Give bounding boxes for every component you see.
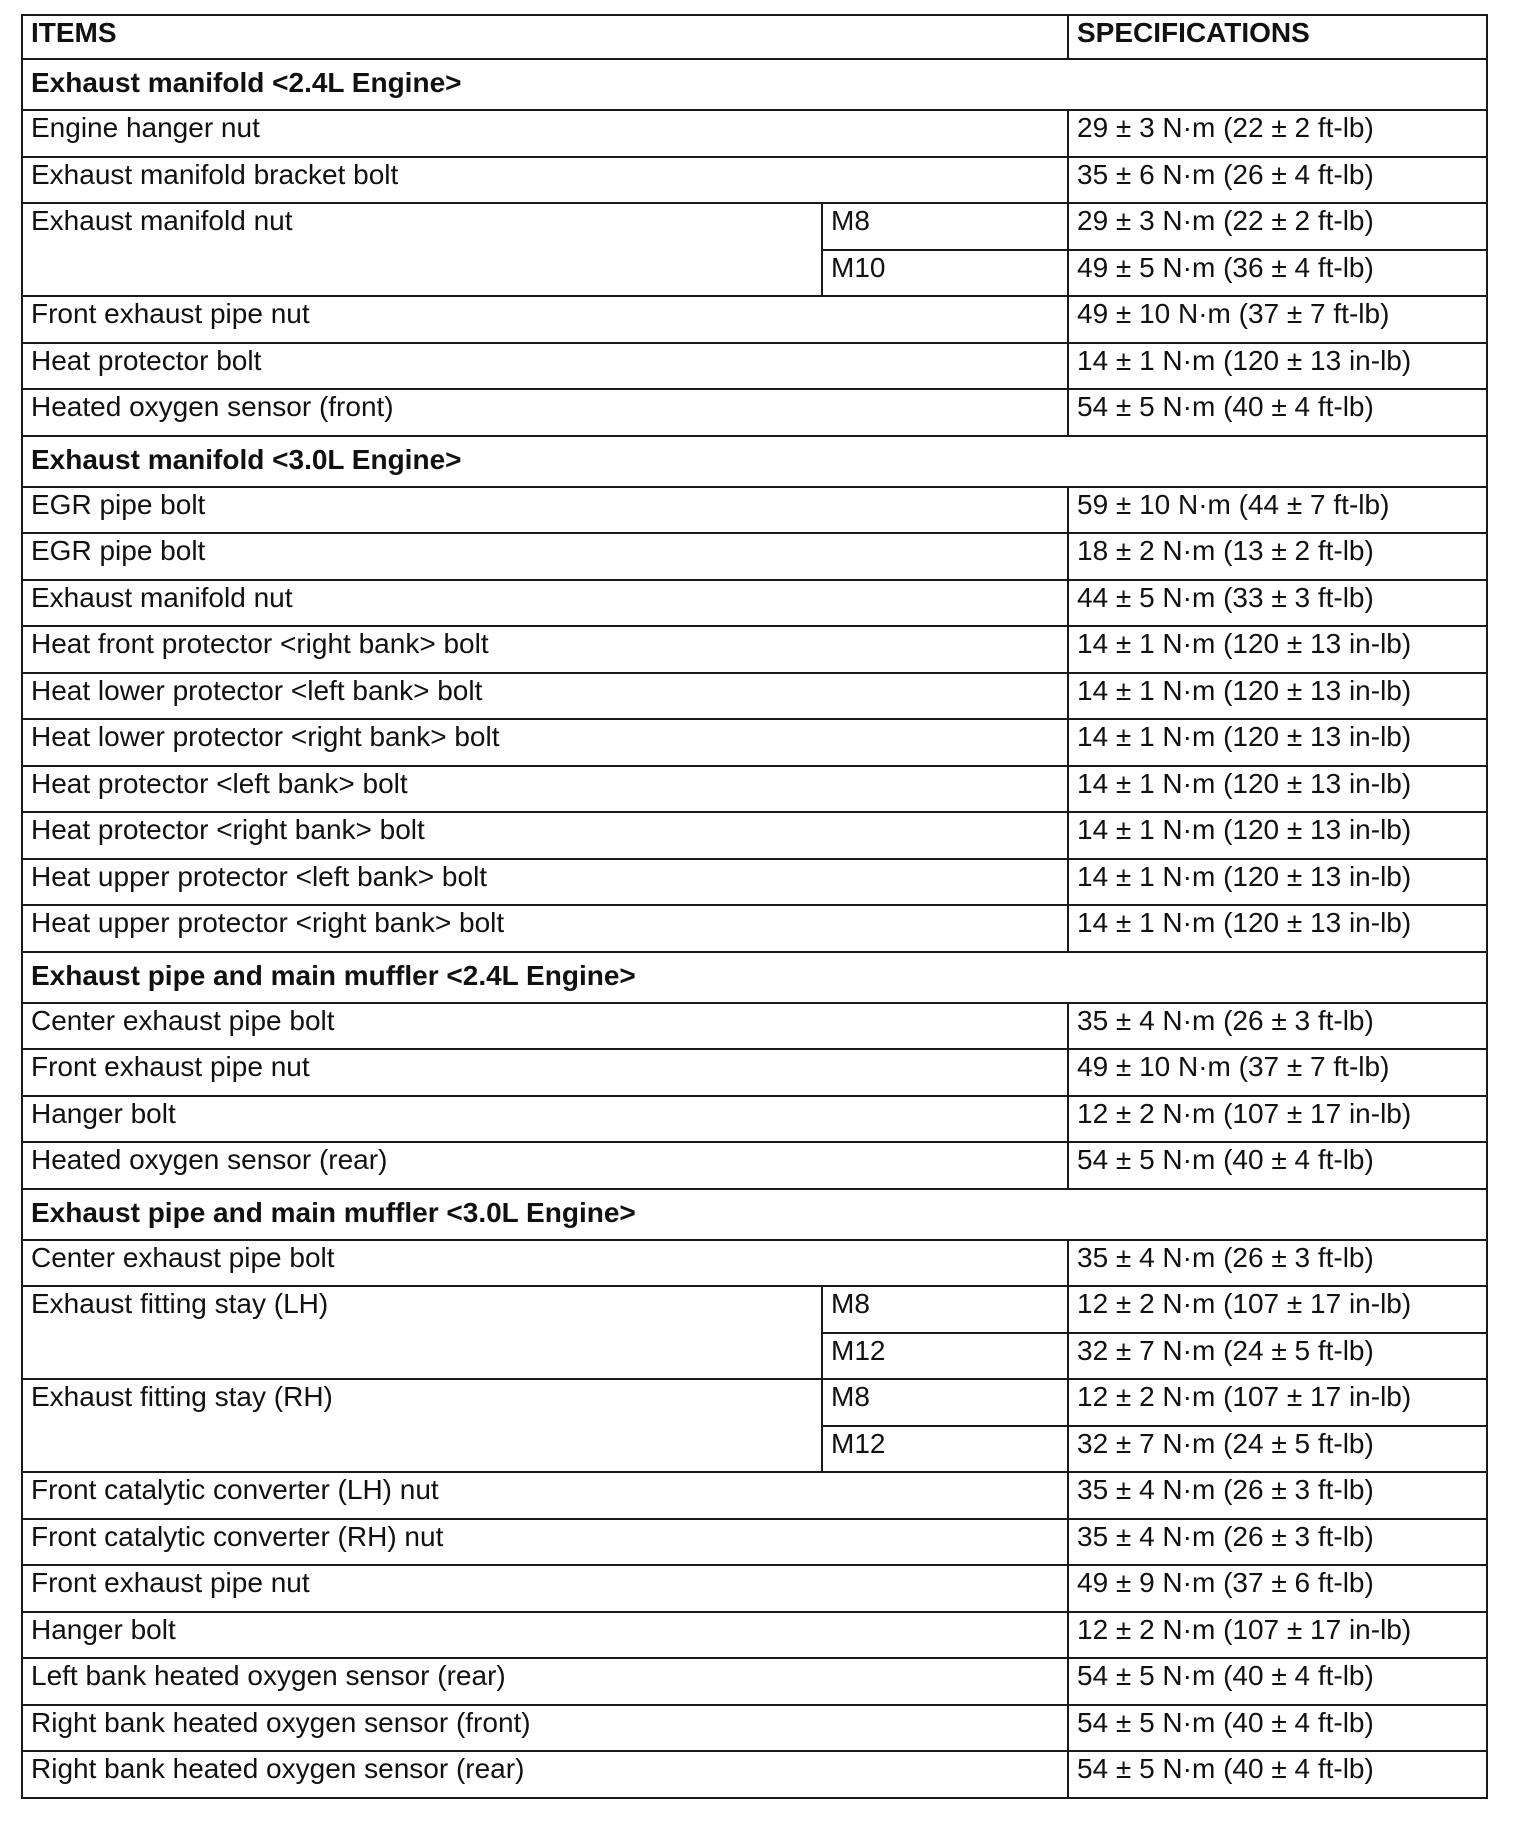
specifications-table	[21, 14, 1488, 1799]
specifications-table-body	[22, 15, 1487, 1798]
item-specification: 35 ± 4 N·m (26 ± 3 ft-lb)	[1068, 1240, 1487, 1287]
table-row	[22, 673, 1487, 720]
table-row	[22, 1751, 1487, 1798]
item-specification: 54 ± 5 N·m (40 ± 4 ft-lb)	[1068, 1705, 1487, 1752]
item-specification: 14 ± 1 N·m (120 ± 13 in-lb)	[1068, 673, 1487, 720]
section-title: Exhaust manifold <3.0L Engine>	[22, 436, 1487, 487]
item-name: Front catalytic converter (LH) nut	[22, 1472, 1068, 1519]
item-name: Front exhaust pipe nut	[22, 1565, 1068, 1612]
item-specification: 14 ± 1 N·m (120 ± 13 in-lb)	[1068, 343, 1487, 390]
item-name: EGR pipe bolt	[22, 533, 1068, 580]
item-specification: 29 ± 3 N·m (22 ± 2 ft-lb)	[1068, 203, 1487, 250]
item-name: Engine hanger nut	[22, 110, 1068, 157]
item-specification: 35 ± 4 N·m (26 ± 3 ft-lb)	[1068, 1472, 1487, 1519]
item-specification: 35 ± 4 N·m (26 ± 3 ft-lb)	[1068, 1519, 1487, 1566]
table-row	[22, 1049, 1487, 1096]
item-size: M8	[822, 203, 1068, 250]
item-specification: 29 ± 3 N·m (22 ± 2 ft-lb)	[1068, 110, 1487, 157]
section-title: Exhaust pipe and main muffler <2.4L Engine>	[22, 952, 1487, 1003]
item-name: Heated oxygen sensor (front)	[22, 389, 1068, 436]
item-specification: 32 ± 7 N·m (24 ± 5 ft-lb)	[1068, 1426, 1487, 1473]
item-specification: 14 ± 1 N·m (120 ± 13 in-lb)	[1068, 626, 1487, 673]
table-row	[22, 487, 1487, 534]
item-specification: 14 ± 1 N·m (120 ± 13 in-lb)	[1068, 812, 1487, 859]
table-row	[22, 343, 1487, 390]
table-row	[22, 626, 1487, 673]
item-name: Heat protector bolt	[22, 343, 1068, 390]
table-row	[22, 1565, 1487, 1612]
item-specification: 54 ± 5 N·m (40 ± 4 ft-lb)	[1068, 1142, 1487, 1189]
section-row	[22, 952, 1487, 1003]
section-row	[22, 1189, 1487, 1240]
item-name: Right bank heated oxygen sensor (front)	[22, 1705, 1068, 1752]
item-name: Exhaust manifold nut	[22, 580, 1068, 627]
section-title: Exhaust manifold <2.4L Engine>	[22, 59, 1487, 110]
item-name: Heat protector <left bank> bolt	[22, 766, 1068, 813]
item-name: Heat lower protector <right bank> bolt	[22, 719, 1068, 766]
item-size: M12	[822, 1333, 1068, 1380]
table-row	[22, 296, 1487, 343]
table-row	[22, 905, 1487, 952]
item-specification: 49 ± 5 N·m (36 ± 4 ft-lb)	[1068, 250, 1487, 297]
table-row	[22, 1003, 1487, 1050]
table-row	[22, 1658, 1487, 1705]
item-name: Heat upper protector <right bank> bolt	[22, 905, 1068, 952]
item-specification: 59 ± 10 N·m (44 ± 7 ft-lb)	[1068, 487, 1487, 534]
table-row	[22, 1286, 1487, 1333]
table-row	[22, 110, 1487, 157]
item-name: Exhaust fitting stay (LH)	[22, 1286, 822, 1379]
table-row	[22, 203, 1487, 250]
item-specification: 12 ± 2 N·m (107 ± 17 in-lb)	[1068, 1286, 1487, 1333]
item-name: Center exhaust pipe bolt	[22, 1240, 1068, 1287]
table-row	[22, 580, 1487, 627]
item-specification: 49 ± 9 N·m (37 ± 6 ft-lb)	[1068, 1565, 1487, 1612]
item-specification: 35 ± 4 N·m (26 ± 3 ft-lb)	[1068, 1003, 1487, 1050]
item-name: Heat front protector <right bank> bolt	[22, 626, 1068, 673]
item-name: Front catalytic converter (RH) nut	[22, 1519, 1068, 1566]
table-row	[22, 157, 1487, 204]
section-row	[22, 436, 1487, 487]
item-size: M8	[822, 1286, 1068, 1333]
item-specification: 49 ± 10 N·m (37 ± 7 ft-lb)	[1068, 1049, 1487, 1096]
table-row	[22, 1096, 1487, 1143]
item-name: Front exhaust pipe nut	[22, 1049, 1068, 1096]
item-specification: 54 ± 5 N·m (40 ± 4 ft-lb)	[1068, 1658, 1487, 1705]
table-row	[22, 859, 1487, 906]
item-name: Heat protector <right bank> bolt	[22, 812, 1068, 859]
item-name: Exhaust fitting stay (RH)	[22, 1379, 822, 1472]
table-row	[22, 1519, 1487, 1566]
item-specification: 14 ± 1 N·m (120 ± 13 in-lb)	[1068, 766, 1487, 813]
items-column-header: ITEMS	[22, 15, 1068, 59]
item-name: Heat upper protector <left bank> bolt	[22, 859, 1068, 906]
table-header-row	[22, 15, 1487, 59]
table-row	[22, 719, 1487, 766]
table-row	[22, 1142, 1487, 1189]
item-name: Front exhaust pipe nut	[22, 296, 1068, 343]
item-name: EGR pipe bolt	[22, 487, 1068, 534]
item-specification: 54 ± 5 N·m (40 ± 4 ft-lb)	[1068, 1751, 1487, 1798]
table-row	[22, 389, 1487, 436]
item-specification: 32 ± 7 N·m (24 ± 5 ft-lb)	[1068, 1333, 1487, 1380]
item-name: Hanger bolt	[22, 1612, 1068, 1659]
table-row	[22, 1240, 1487, 1287]
table-row	[22, 1612, 1487, 1659]
table-row	[22, 766, 1487, 813]
item-size: M8	[822, 1379, 1068, 1426]
item-name: Heat lower protector <left bank> bolt	[22, 673, 1068, 720]
item-specification: 35 ± 6 N·m (26 ± 4 ft-lb)	[1068, 157, 1487, 204]
item-name: Right bank heated oxygen sensor (rear)	[22, 1751, 1068, 1798]
item-name: Hanger bolt	[22, 1096, 1068, 1143]
table-row	[22, 1705, 1487, 1752]
section-row	[22, 59, 1487, 110]
item-specification: 12 ± 2 N·m (107 ± 17 in-lb)	[1068, 1379, 1487, 1426]
table-row	[22, 1472, 1487, 1519]
specifications-column-header: SPECIFICATIONS	[1068, 15, 1487, 59]
table-row	[22, 533, 1487, 580]
item-specification: 14 ± 1 N·m (120 ± 13 in-lb)	[1068, 859, 1487, 906]
item-specification: 18 ± 2 N·m (13 ± 2 ft-lb)	[1068, 533, 1487, 580]
item-size: M10	[822, 250, 1068, 297]
item-specification: 44 ± 5 N·m (33 ± 3 ft-lb)	[1068, 580, 1487, 627]
section-title: Exhaust pipe and main muffler <3.0L Engine>	[22, 1189, 1487, 1240]
item-name: Center exhaust pipe bolt	[22, 1003, 1068, 1050]
item-specification: 12 ± 2 N·m (107 ± 17 in-lb)	[1068, 1612, 1487, 1659]
item-size: M12	[822, 1426, 1068, 1473]
item-specification: 49 ± 10 N·m (37 ± 7 ft-lb)	[1068, 296, 1487, 343]
item-specification: 12 ± 2 N·m (107 ± 17 in-lb)	[1068, 1096, 1487, 1143]
table-row	[22, 1379, 1487, 1426]
table-row	[22, 812, 1487, 859]
item-name: Exhaust manifold bracket bolt	[22, 157, 1068, 204]
item-specification: 14 ± 1 N·m (120 ± 13 in-lb)	[1068, 719, 1487, 766]
item-name: Heated oxygen sensor (rear)	[22, 1142, 1068, 1189]
item-specification: 14 ± 1 N·m (120 ± 13 in-lb)	[1068, 905, 1487, 952]
item-name: Exhaust manifold nut	[22, 203, 822, 296]
item-name: Left bank heated oxygen sensor (rear)	[22, 1658, 1068, 1705]
item-specification: 54 ± 5 N·m (40 ± 4 ft-lb)	[1068, 389, 1487, 436]
